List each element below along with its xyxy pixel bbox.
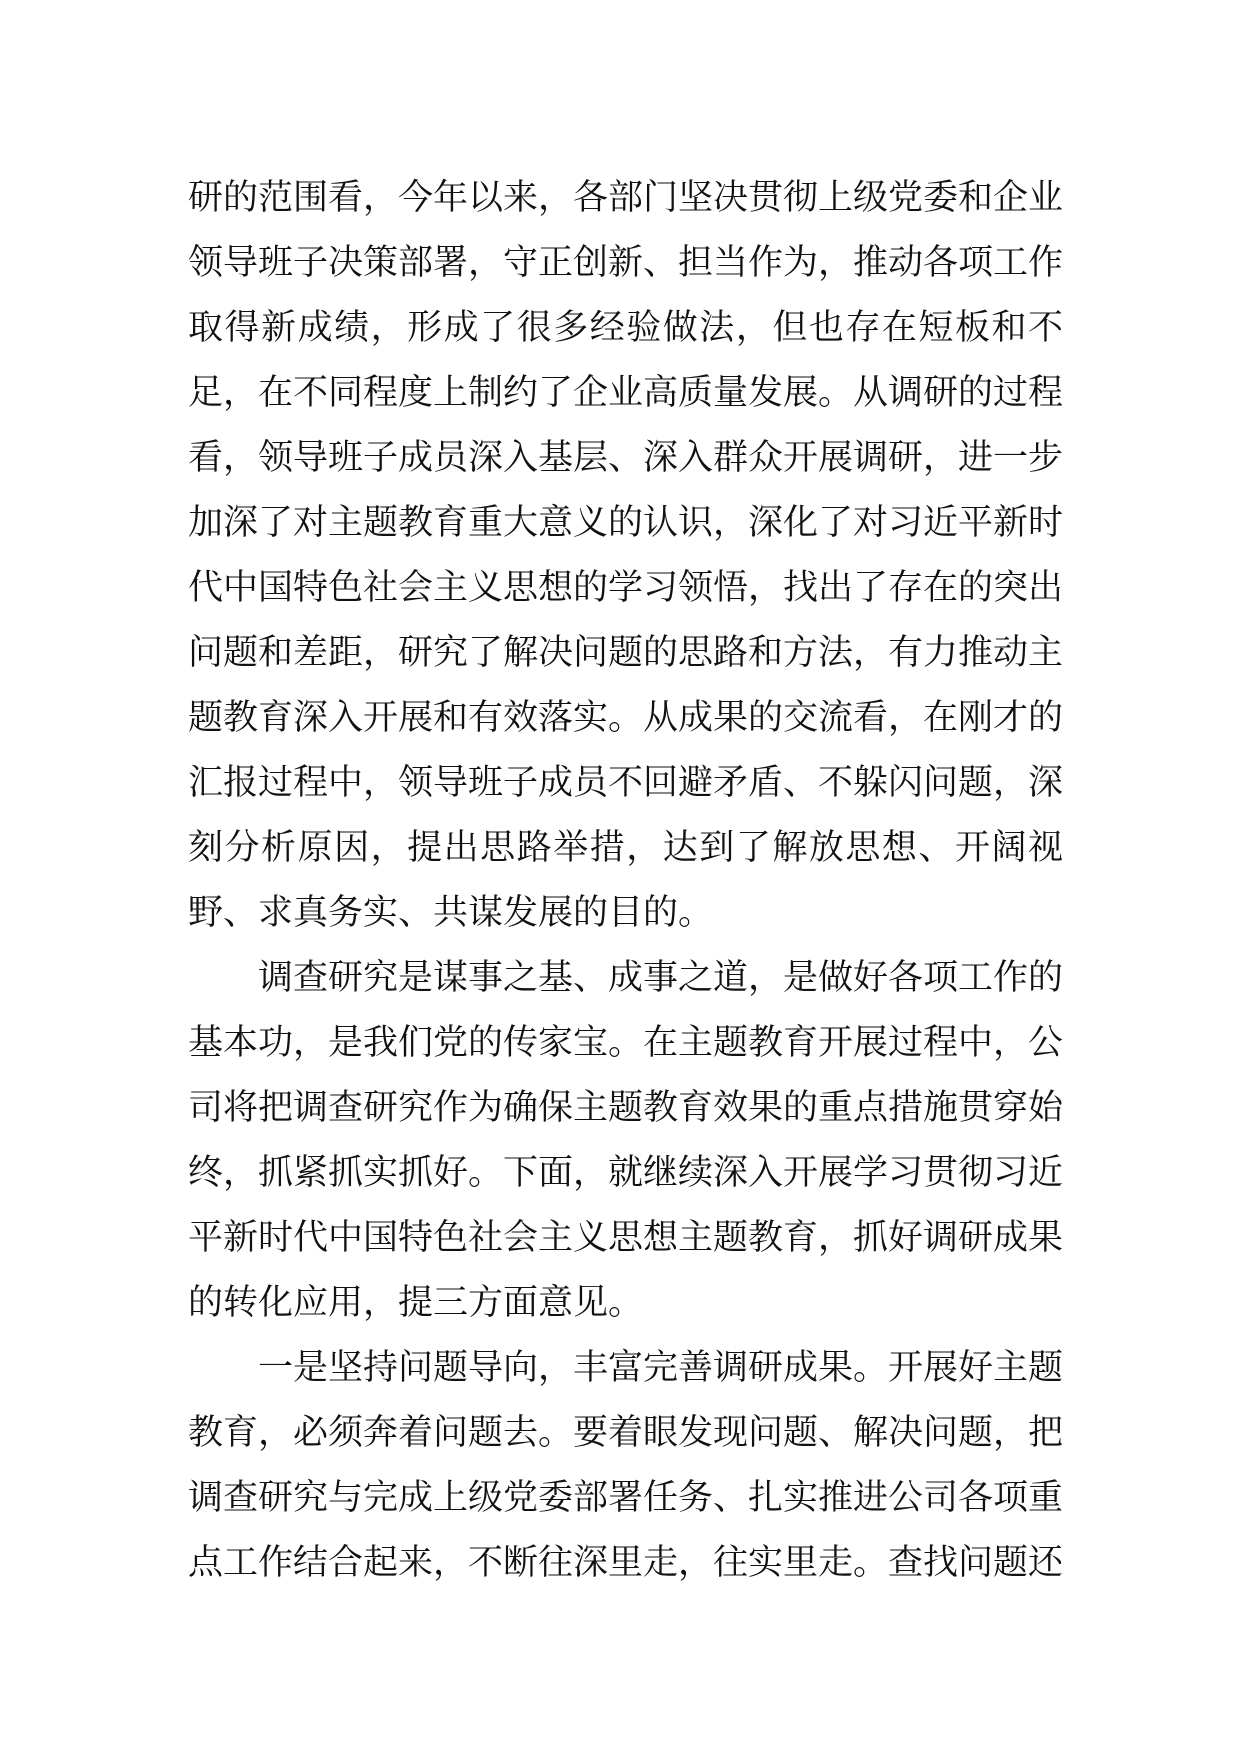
text-line: 终，抓紧抓实抓好。下面，就继续深入开展学习贯彻习近 [188,1153,1064,1193]
text-line: 问题和差距，研究了解决问题的思路和方法，有力推动主 [188,633,1064,673]
text-line: 平新时代中国特色社会主义思想主题教育，抓好调研成果 [188,1218,1064,1258]
text-line: 野、求真务实、共谋发展的目的。 [188,893,714,933]
text-line: 基本功，是我们党的传家宝。在主题教育开展过程中，公 [188,1023,1064,1063]
paragraph-3 [188,1336,1063,1596]
text-line: 司将把调查研究作为确保主题教育效果的重点措施贯穿始 [188,1088,1064,1128]
text-line: 点工作结合起来，不断往深里走，往实里走。查找问题还 [188,1543,1064,1583]
text-line: 调查研究是谋事之基、成事之道，是做好各项工作的 [258,958,1064,998]
text-line: 研的范围看，今年以来，各部门坚决贯彻上级党委和企业 [188,178,1064,218]
text-line: 领导班子决策部署，守正创新、担当作为，推动各项工作 [188,243,1064,283]
text-line: 加深了对主题教育重大意义的认识，深化了对习近平新时 [188,503,1064,543]
text-line: 刻分析原因，提出思路举措，达到了解放思想、开阔视 [188,828,1063,868]
text-line: 的转化应用，提三方面意见。 [188,1283,644,1323]
text-line: 教育，必须奔着问题去。要着眼发现问题、解决问题，把 [188,1413,1064,1453]
text-line: 题教育深入开展和有效落实。从成果的交流看，在刚才的 [188,698,1064,738]
text-line: 足，在不同程度上制约了企业高质量发展。从调研的过程 [188,373,1064,413]
paragraph-1 [188,166,1063,946]
text-line: 代中国特色社会主义思想的学习领悟，找出了存在的突出 [188,568,1064,608]
text-line: 看，领导班子成员深入基层、深入群众开展调研，进一步 [188,438,1064,478]
paragraph-2 [188,946,1063,1336]
text-line: 一是坚持问题导向，丰富完善调研成果。开展好主题 [258,1348,1064,1388]
text-line: 汇报过程中，领导班子成员不回避矛盾、不躲闪问题，深 [188,763,1064,803]
body-text [188,166,1063,1596]
text-line: 取得新成绩，形成了很多经验做法，但也存在短板和不 [188,308,1063,348]
text-line: 调查研究与完成上级党委部署任务、扎实推进公司各项重 [188,1478,1064,1518]
